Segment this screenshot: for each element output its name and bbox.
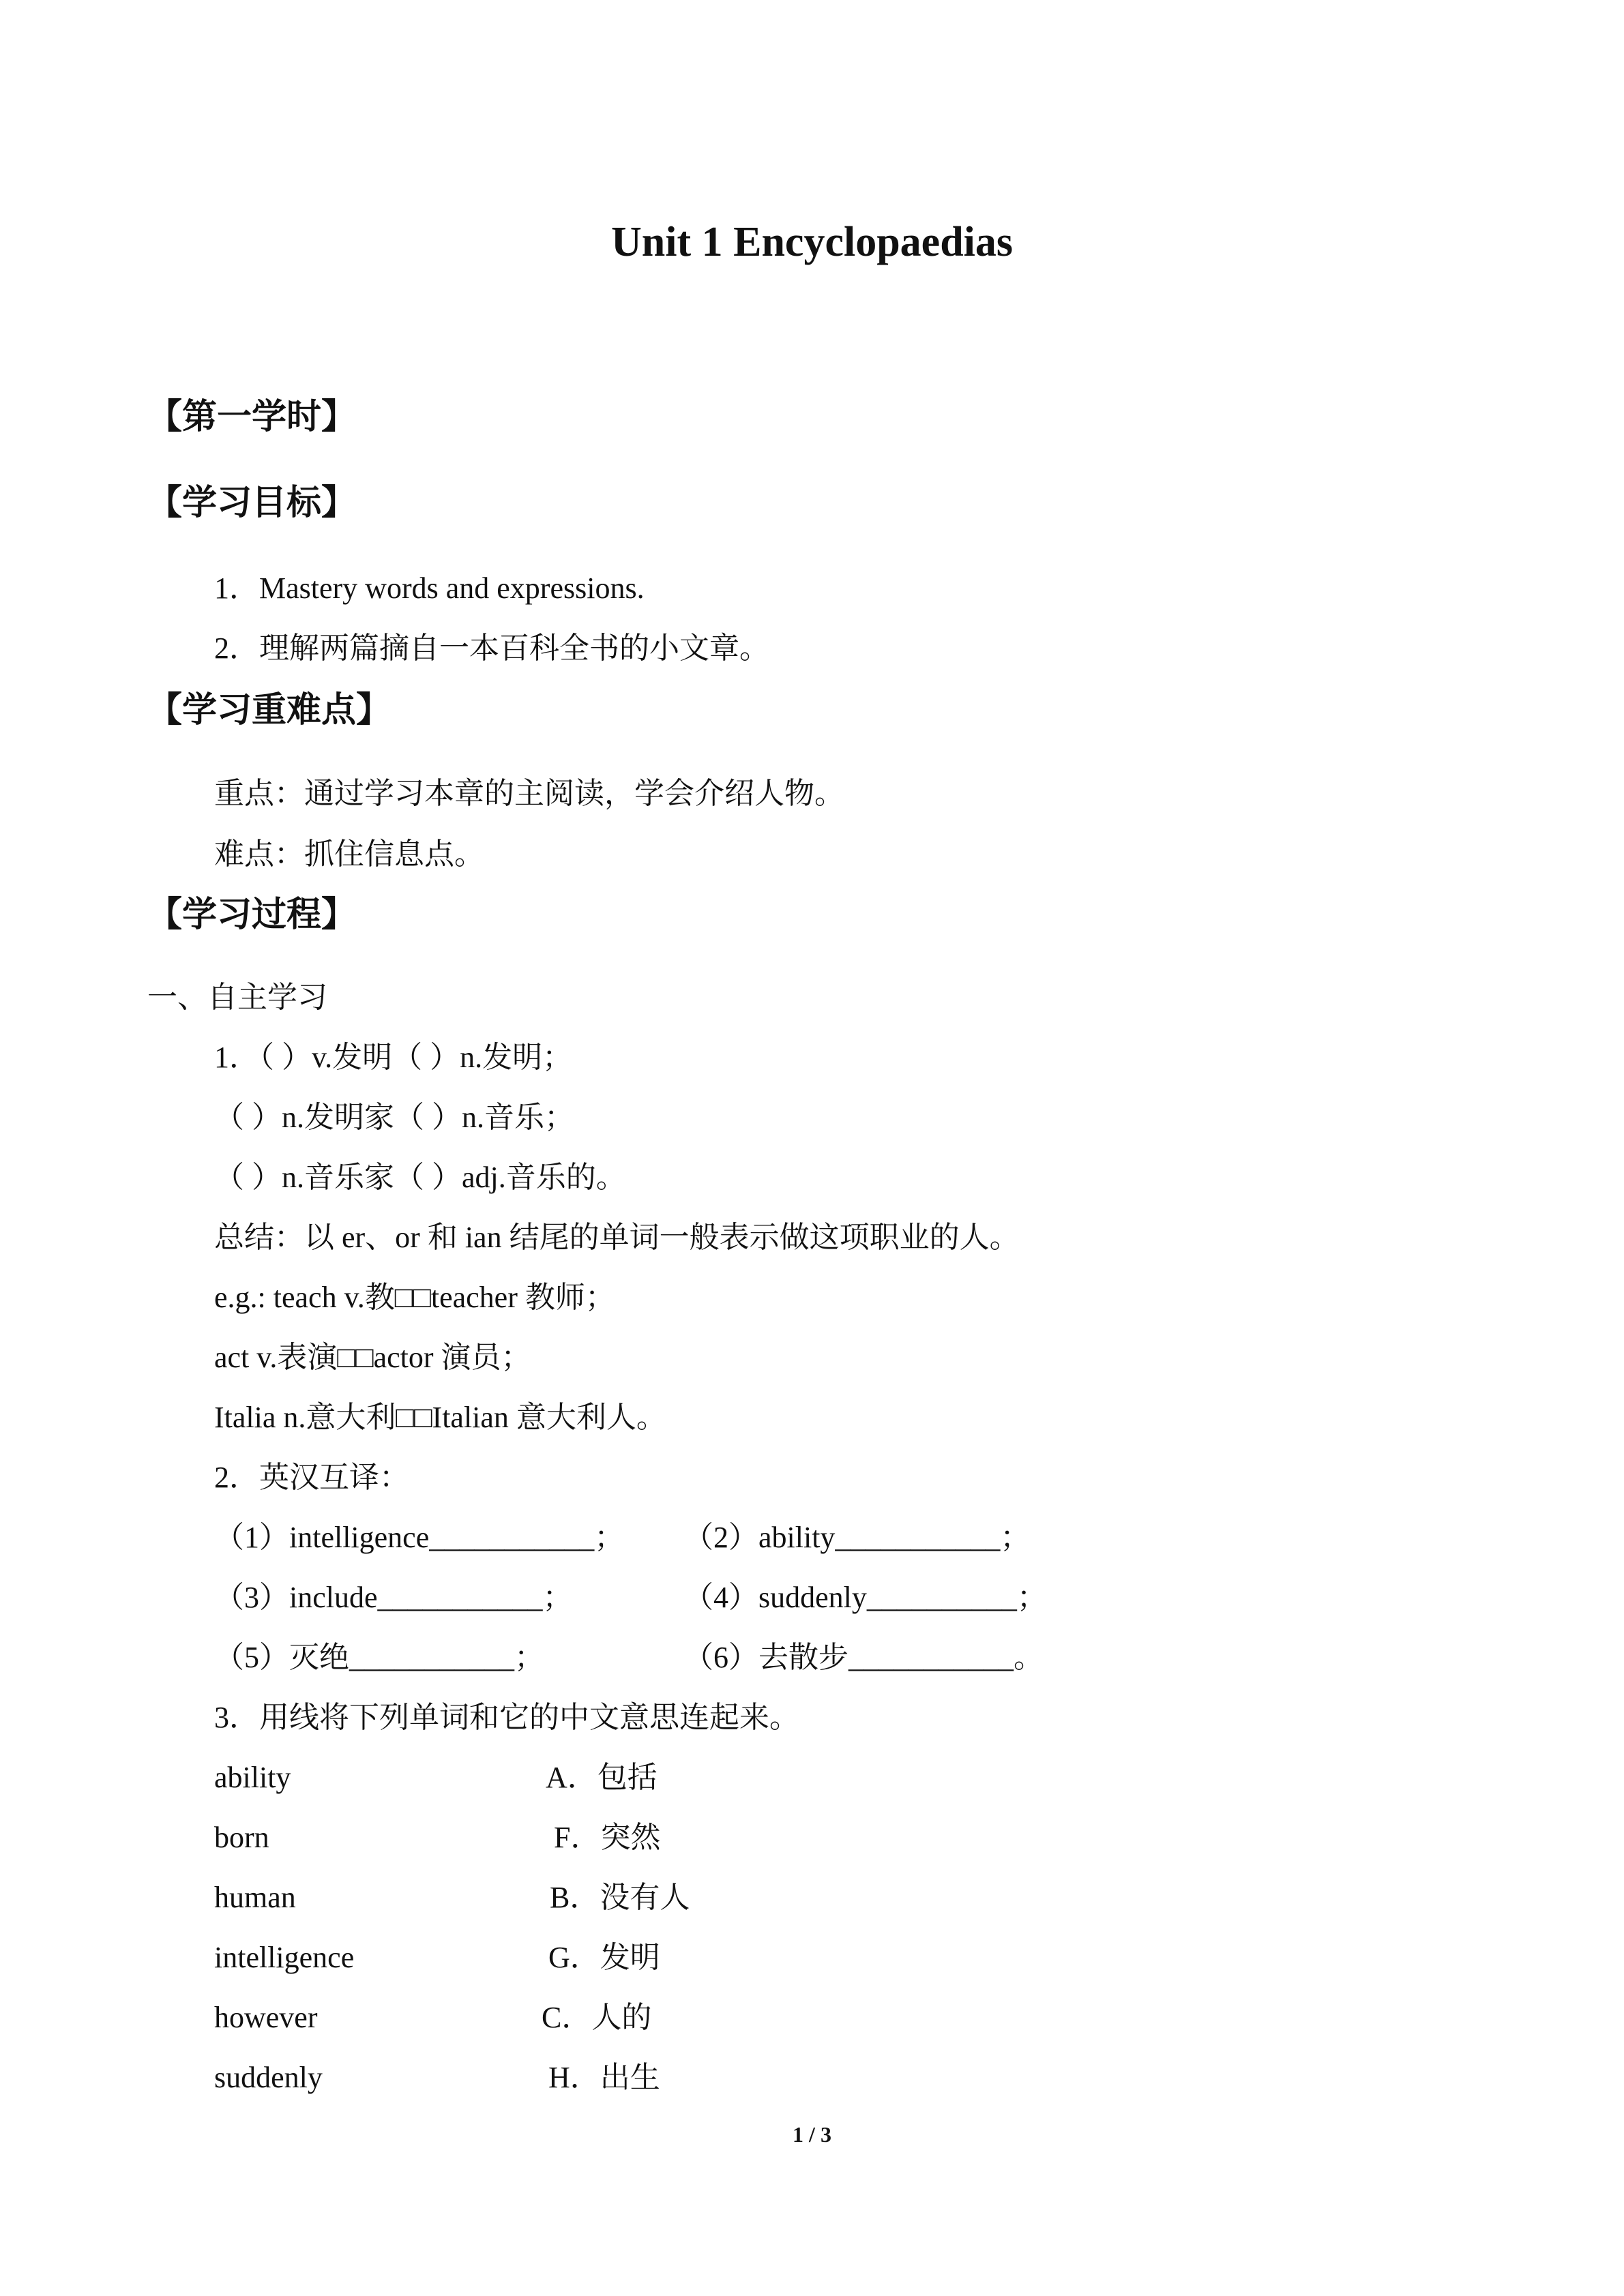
q1-row: 1．（ ）v.发明（ ）n.发明； xyxy=(214,1041,573,1074)
match-word: ability xyxy=(214,1761,291,1794)
match-meaning: H．出生 xyxy=(548,2061,660,2094)
q1-example: Italia n.意大利□□Italian 意大利人。 xyxy=(214,1401,666,1434)
heading-lesson: 【第一学时】 xyxy=(147,398,357,436)
match-meaning: C．人的 xyxy=(542,2001,652,2034)
key-point-difficulty: 难点：抓住信息点。 xyxy=(214,837,484,871)
match-word: suddenly xyxy=(214,2061,323,2094)
section-self-study: 一、自主学习 xyxy=(147,981,327,1014)
q2-title: 2．英汉互译： xyxy=(214,1461,409,1494)
q1-example: e.g.: teach v.教□□teacher 教师； xyxy=(214,1281,615,1314)
heading-objectives: 【学习目标】 xyxy=(147,484,357,522)
heading-process: 【学习过程】 xyxy=(147,896,357,934)
q1-example: act v.表演□□actor 演员； xyxy=(214,1341,531,1374)
q1-row: （ ）n.音乐家（ ）adj.音乐的。 xyxy=(214,1161,626,1194)
key-point-focus: 重点：通过学习本章的主阅读，学会介绍人物。 xyxy=(214,777,844,810)
q2-item: （6）去散步___________。 xyxy=(683,1641,1044,1674)
match-meaning: G．发明 xyxy=(548,1941,660,1974)
q2-item: （2）ability___________； xyxy=(683,1521,1031,1554)
q2-item: （3）include___________； xyxy=(214,1581,573,1614)
q2-item: （4）suddenly__________； xyxy=(683,1581,1047,1614)
page-number: 1 / 3 xyxy=(793,2122,831,2147)
q2-item: （1）intelligence___________； xyxy=(214,1521,625,1554)
objective-item: 1．Mastery words and expressions. xyxy=(214,571,645,605)
heading-key-points: 【学习重难点】 xyxy=(147,691,392,730)
q3-title: 3．用线将下列单词和它的中文意思连起来。 xyxy=(214,1701,799,1734)
q1-row: （ ）n.发明家（ ）n.音乐； xyxy=(214,1101,574,1134)
match-word: born xyxy=(214,1821,269,1854)
match-word: human xyxy=(214,1881,296,1914)
q1-summary: 总结：以 er、or 和 ian 结尾的单词一般表示做这项职业的人。 xyxy=(214,1221,1020,1254)
match-meaning: A．包括 xyxy=(546,1761,658,1794)
match-meaning: F．突然 xyxy=(554,1821,661,1854)
match-meaning: B．没有人 xyxy=(550,1881,690,1914)
page-title: Unit 1 Encyclopaedias xyxy=(610,219,1014,265)
q2-item: （5）灭绝___________； xyxy=(214,1641,544,1674)
objective-item: 2．理解两篇摘自一本百科全书的小文章。 xyxy=(214,631,769,665)
match-word: intelligence xyxy=(214,1941,355,1974)
match-word: however xyxy=(214,2001,318,2034)
